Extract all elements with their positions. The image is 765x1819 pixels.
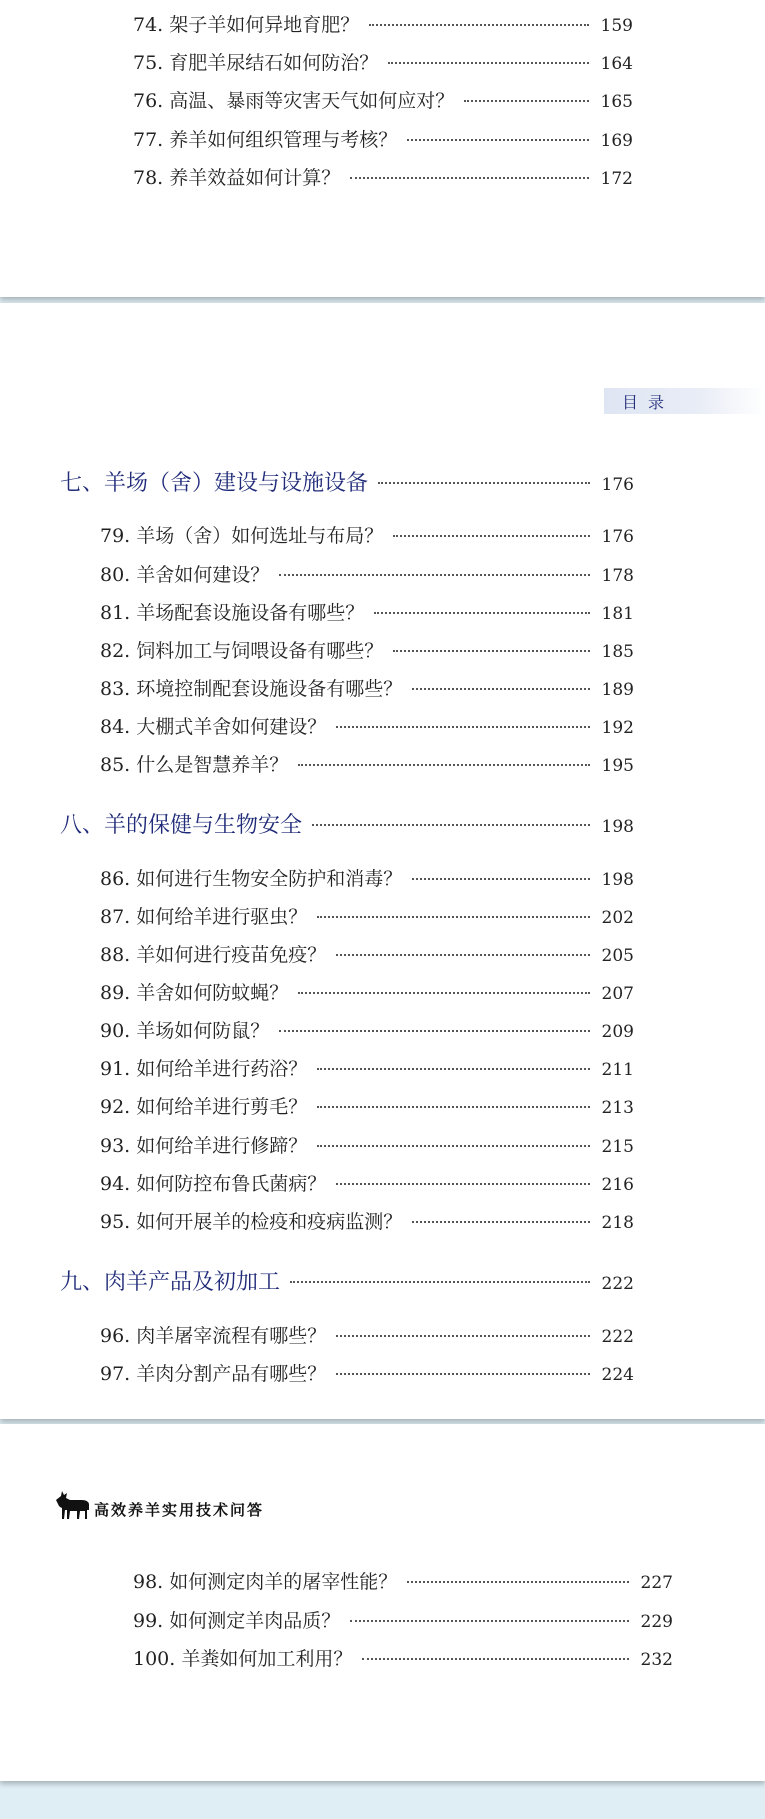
entry-page: 224	[601, 1365, 634, 1385]
dot-leader	[412, 878, 589, 880]
dot-leader	[317, 916, 589, 918]
entry-label: 80. 羊舍如何建设？	[100, 564, 270, 586]
entry-label: 100. 羊粪如何加工利用？	[133, 1648, 353, 1670]
dot-leader	[350, 1620, 628, 1622]
entry-label: 85. 什么是智慧养羊？	[100, 754, 289, 776]
entry-page: 176	[601, 527, 634, 547]
entry-page: 189	[601, 680, 634, 700]
entry-page: 222	[601, 1327, 634, 1347]
entry-page: 195	[601, 756, 634, 776]
dot-leader	[374, 612, 589, 614]
dot-leader	[336, 1373, 589, 1375]
dot-leader	[336, 1335, 589, 1337]
toc-entry[interactable]	[100, 1056, 634, 1083]
entry-label: 87. 如何给羊进行驱虫？	[100, 906, 308, 928]
toc-entry[interactable]	[100, 1323, 634, 1350]
toc-entry[interactable]	[100, 523, 634, 550]
toc-chapter[interactable]	[60, 811, 634, 842]
toc-entry[interactable]	[133, 1608, 673, 1635]
entry-label: 81. 羊场配套设施设备有哪些？	[100, 602, 365, 624]
entry-page: 169	[600, 131, 633, 151]
dot-leader	[312, 824, 590, 826]
toc-chapter[interactable]	[60, 1268, 634, 1299]
chapter-title: 七、羊场（舍）建设与设施设备	[60, 471, 369, 496]
running-header-title: 高效养羊实用技术问答	[94, 1501, 265, 1519]
running-header-title: 目录	[622, 392, 675, 412]
dot-leader	[407, 139, 588, 141]
chapter-page: 222	[601, 1274, 634, 1294]
toc-entry[interactable]	[100, 638, 634, 665]
entry-label: 84. 大棚式羊舍如何建设？	[100, 716, 327, 738]
dot-leader	[279, 1030, 589, 1032]
dot-leader	[412, 688, 589, 690]
dot-leader	[378, 482, 590, 484]
entry-label: 89. 羊舍如何防蚊蝇？	[100, 982, 289, 1004]
dot-leader	[362, 1658, 628, 1660]
toc-entry[interactable]	[100, 1361, 634, 1388]
entry-page: 205	[601, 946, 634, 966]
entry-label: 74. 架子羊如何异地育肥？	[133, 14, 360, 36]
entry-page: 209	[601, 1022, 634, 1042]
toc-entry[interactable]	[100, 752, 634, 779]
toc-entry[interactable]	[100, 1171, 634, 1198]
running-header	[52, 1488, 264, 1522]
entry-page: 164	[600, 54, 633, 74]
toc-entry[interactable]	[133, 50, 633, 77]
entry-label: 77. 养羊如何组织管理与考核？	[133, 129, 398, 151]
entry-label: 86. 如何进行生物安全防护和消毒？	[100, 868, 403, 890]
toc-entry[interactable]	[100, 600, 634, 627]
toc-entry[interactable]	[133, 88, 633, 115]
entry-page: 165	[600, 92, 633, 112]
running-header	[604, 388, 765, 414]
entry-page: 192	[601, 718, 634, 738]
entry-page: 227	[640, 1573, 673, 1593]
dot-leader	[336, 954, 589, 956]
dot-leader	[412, 1221, 589, 1223]
toc-entry[interactable]	[100, 1094, 634, 1121]
toc-entry[interactable]	[100, 904, 634, 931]
dot-leader	[279, 574, 589, 576]
entry-page: 218	[601, 1213, 634, 1233]
entry-label: 98. 如何测定肉羊的屠宰性能？	[133, 1571, 398, 1593]
entry-page: 178	[601, 566, 634, 586]
toc-entry[interactable]	[133, 165, 633, 192]
entry-label: 95. 如何开展羊的检疫和疫病监测？	[100, 1211, 403, 1233]
entry-label: 91. 如何给羊进行药浴？	[100, 1058, 308, 1080]
entry-label: 78. 养羊效益如何计算？	[133, 167, 341, 189]
dot-leader	[369, 24, 588, 26]
dot-leader	[388, 62, 588, 64]
toc-entry[interactable]	[100, 942, 634, 969]
toc-entry[interactable]	[100, 1209, 634, 1236]
entry-page: 185	[601, 642, 634, 662]
goat-logo-icon	[52, 1488, 92, 1522]
toc-entry[interactable]	[133, 12, 633, 39]
entry-label: 76. 高温、暴雨等灾害天气如何应对？	[133, 90, 455, 112]
entry-label: 83. 环境控制配套设施设备有哪些？	[100, 678, 403, 700]
entry-label: 90. 羊场如何防鼠？	[100, 1020, 270, 1042]
entry-page: 202	[601, 908, 634, 928]
toc-entry[interactable]	[100, 980, 634, 1007]
dot-leader	[393, 535, 589, 537]
toc-entry[interactable]	[100, 866, 634, 893]
dot-leader	[464, 100, 588, 102]
dot-leader	[336, 1183, 589, 1185]
toc-entry[interactable]	[133, 127, 633, 154]
dot-leader	[393, 650, 589, 652]
toc-page-3	[0, 1424, 765, 1781]
entry-page: 215	[601, 1137, 634, 1157]
toc-entry[interactable]	[100, 676, 634, 703]
toc-entry[interactable]	[100, 1018, 634, 1045]
dot-leader	[407, 1581, 628, 1583]
toc-chapter[interactable]	[60, 469, 634, 500]
entry-label: 82. 饲料加工与饲喂设备有哪些？	[100, 640, 384, 662]
dot-leader	[317, 1145, 589, 1147]
entry-label: 97. 羊肉分割产品有哪些？	[100, 1363, 327, 1385]
chapter-page: 198	[601, 817, 634, 837]
entry-page: 159	[600, 16, 633, 36]
dot-leader	[290, 1281, 590, 1283]
entry-page: 181	[601, 604, 634, 624]
dot-leader	[317, 1068, 589, 1070]
entry-page: 207	[601, 984, 634, 1004]
toc-page-2	[0, 303, 765, 1419]
entry-label: 92. 如何给羊进行剪毛？	[100, 1096, 308, 1118]
entry-label: 88. 羊如何进行疫苗免疫？	[100, 944, 327, 966]
toc-entry[interactable]	[133, 1569, 673, 1596]
chapter-page: 176	[601, 475, 634, 495]
chapter-title: 八、羊的保健与生物安全	[60, 813, 303, 838]
entry-page: 198	[601, 870, 634, 890]
dot-leader	[298, 764, 589, 766]
entry-label: 75. 育肥羊尿结石如何防治？	[133, 52, 379, 74]
toc-entry[interactable]	[100, 1133, 634, 1160]
entry-page: 213	[601, 1098, 634, 1118]
entry-page: 172	[600, 169, 633, 189]
toc-entry[interactable]	[133, 1646, 673, 1673]
entry-label: 93. 如何给羊进行修蹄？	[100, 1135, 308, 1157]
toc-page-1	[0, 0, 765, 297]
entry-label: 94. 如何防控布鲁氏菌病？	[100, 1173, 327, 1195]
entry-page: 232	[640, 1650, 673, 1670]
dot-leader	[336, 726, 589, 728]
dot-leader	[317, 1106, 589, 1108]
entry-label: 96. 肉羊屠宰流程有哪些？	[100, 1325, 327, 1347]
toc-entry[interactable]	[100, 714, 634, 741]
entry-page: 229	[640, 1612, 673, 1632]
entry-label: 79. 羊场（舍）如何选址与布局？	[100, 525, 384, 547]
chapter-title: 九、肉羊产品及初加工	[60, 1270, 281, 1295]
dot-leader	[298, 992, 589, 994]
entry-page: 216	[601, 1175, 634, 1195]
entry-label: 99. 如何测定羊肉品质？	[133, 1610, 341, 1632]
toc-entry[interactable]	[100, 562, 634, 589]
dot-leader	[350, 177, 588, 179]
entry-page: 211	[601, 1060, 634, 1080]
